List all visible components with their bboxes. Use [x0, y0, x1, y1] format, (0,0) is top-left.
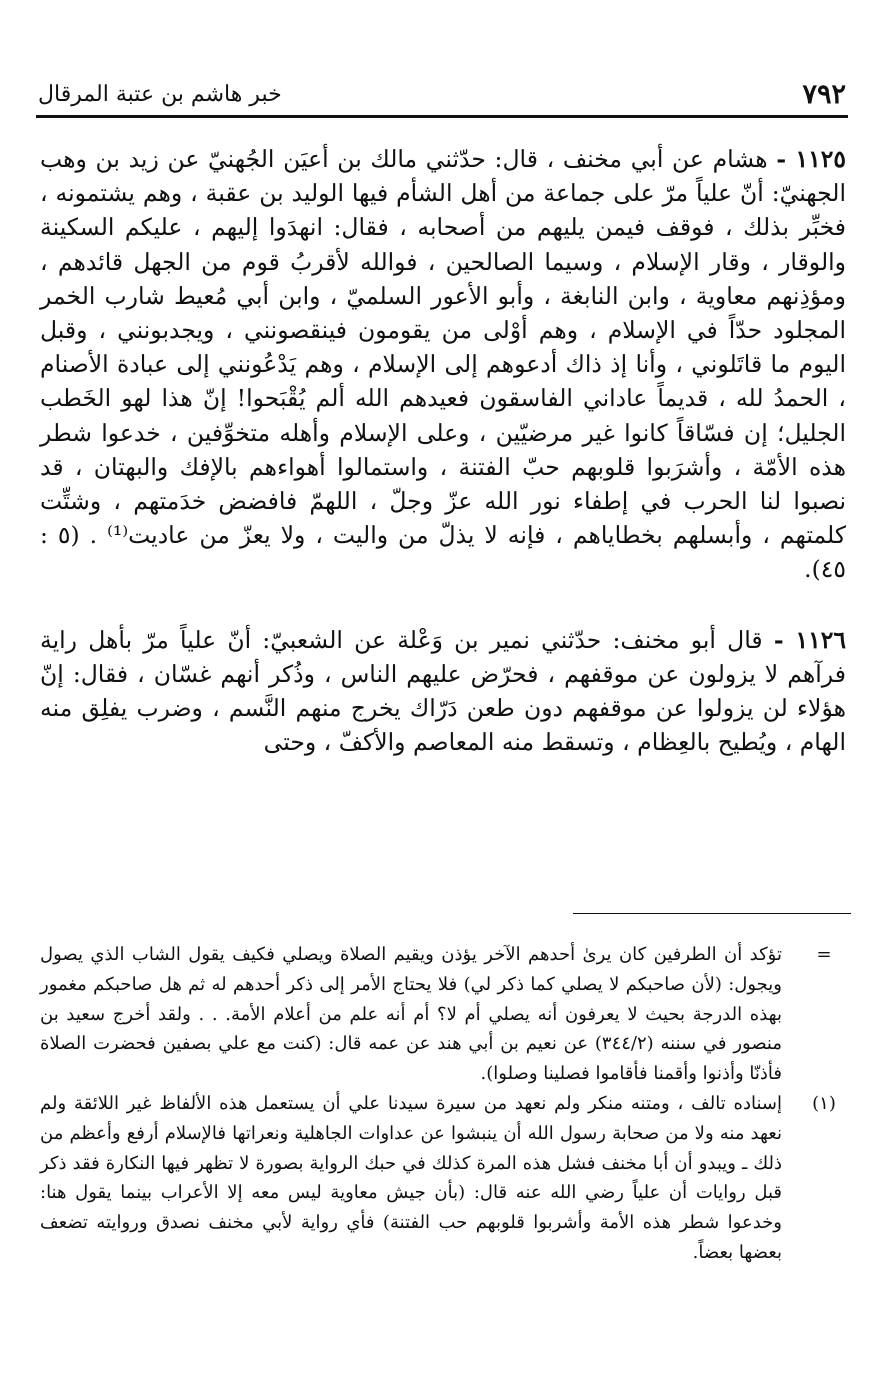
footnote-marker: (١) [812, 1092, 836, 1114]
paragraph-1125 [40, 142, 846, 587]
footnote-text: تؤكد أن الطرفين كان يرىٰ أحدهم الآخر يؤذن ويقيم الصلاة ويصلي فكيف يقول الشاب الذي يصول ويجول: (لأن صاحبكم لا يصلي كما ذكر لي) فلا يحتاج الأمر إلى ذكر أحدهم له ثم هل صاحبكم مغمور بهذه الدرجة بحيث لا يعرفون أنه يصلي أم لا؟ أم أنه علم من أعلام الأمة. . . ولقد أخرج سعيد بن منصور في سننه (٣٤٤/٢) عن نعيم بن أبي هند عن عمه قال: (كنت مع علي بصفين فحضرت الصلاة فأذنّا وأذنوا وأقمنا فأقاموا فصلينا وصلوا). [40, 944, 782, 1085]
paragraph-number: ١١٢٦ - [773, 625, 846, 654]
paragraph-spacer [40, 587, 846, 623]
paragraph-1126 [40, 623, 846, 760]
page-header [38, 74, 846, 110]
main-text [40, 142, 846, 759]
footnote-1 [40, 1089, 846, 1268]
paragraph-number: ١١٢٥ - [776, 145, 846, 173]
paragraph-text: هشام عن أبي مخنف ، قال: حدّثني مالك بن أعيَن الجُهنيّ عن زيد بن وهب الجهنيّ: أنّ علياً مرّ على جماعة من أهل الشأم فيها الوليد بن عقبة ، وهم يشتمونه ، فخبِّر بذلك ، فوقف فيمن يليهم من أصحابه ، فقال: انهدَوا إليهم ، عليكم السكينة والوقار ، وقار الإسلام ، وسيما الصالحين ، فوالله لأقربُ قوم من الجهل قائدهم ، ومؤذِنهم معاوية ، وابن النابغة ، وأبو الأعور السلميّ ، وابن أبي مُعيط شارب الخمر المجلود حدّاً في الإسلام ، وهم أوْلى من يقومون فينقصونني ، ويجدبونني ، وقبل اليوم ما قاتَلوني ، وأنا إذ ذاك أدعوهم إلى الإسلام ، وهم يَدْعُونني إلى عبادة الأصنام ، الحمدُ لله ، قديماً عاداني الفاسقون فعيدهم الله ألم يُقْبَحوا! إنّ هذا لهو الخَطب الجليل؛ إن فسّاقاً كانوا غير مرضيّين ، وعلى الإسلام وأهله متخوِّفين ، خدعوا شطر هذه الأمّة ، وأشرَبوا قلوبهم حبّ الفتنة ، واستمالوا أهواءهم بالإفك والبهتان ، قد نصبوا لنا الحرب في إطفاء نور الله عزّ وجلّ ، اللهمّ فافضض خدَمتهم ، وشتِّت كلمتهم ، وأبسلهم بخطاياهم ، فإنه لا يذلّ من واليت ، ولا يعزّ من عاديت⁽¹⁾ . (٥ : ٤٥). [40, 145, 847, 584]
header-rule [36, 115, 848, 118]
paragraph-text: قال أبو مخنف: حدّثني نمير بن وَعْلة عن الشعبيّ: أنّ علياً مرّ بأهل راية فرآهم لا يزولون عن موقفهم ، فحرّض عليهم الناس ، وذُكر أنهم غسّان ، فقال: إنّ هؤلاء لن يزولوا عن موقفهم دون طعن دَرّاك يخرج منهم النَّسم ، وضرب يفلِق منه الهام ، ويُطيح بالعِظام ، وتسقط منه المعاصم والأكفّ ، وحتى [40, 625, 846, 757]
running-title: خبر هاشم بن عتبة المرقال [38, 82, 282, 107]
page-number: ٧٩٢ [802, 79, 846, 110]
footnote-continuation [40, 940, 846, 1089]
footnote-separator [573, 913, 851, 914]
footnote-text: إسناده تالف ، ومتنه منكر ولم نعهد من سيرة سيدنا علي أن يستعمل هذه الألفاظ غير اللائقة ولم نعهد منه ولا من صحابة رسول الله أن ينبشوا عن عداوات الجاهلية ونعراتها فالإسلام أرفع وأعظم من ذلك ـ ويبدو أن أبا مخنف فشل هذه المرة كذلك في حبك الرواية بصورة لا تظهر فيها النكارة فقد ذكر قبل روايات أن علياً رضي الله عنه قال: (بأن جيش معاوية ليس معه إلا الأعراب بينما يقول هنا: وخدعوا شطر هذه الأمة وأشربوا قلوبهم حب الفتنة) فأي رواية لأبي مخنف نصدق وروايته تضعف بعضها بعضاً. [40, 1092, 782, 1263]
footnotes [40, 940, 846, 1268]
footnote-continuation-marker: = [816, 944, 832, 965]
